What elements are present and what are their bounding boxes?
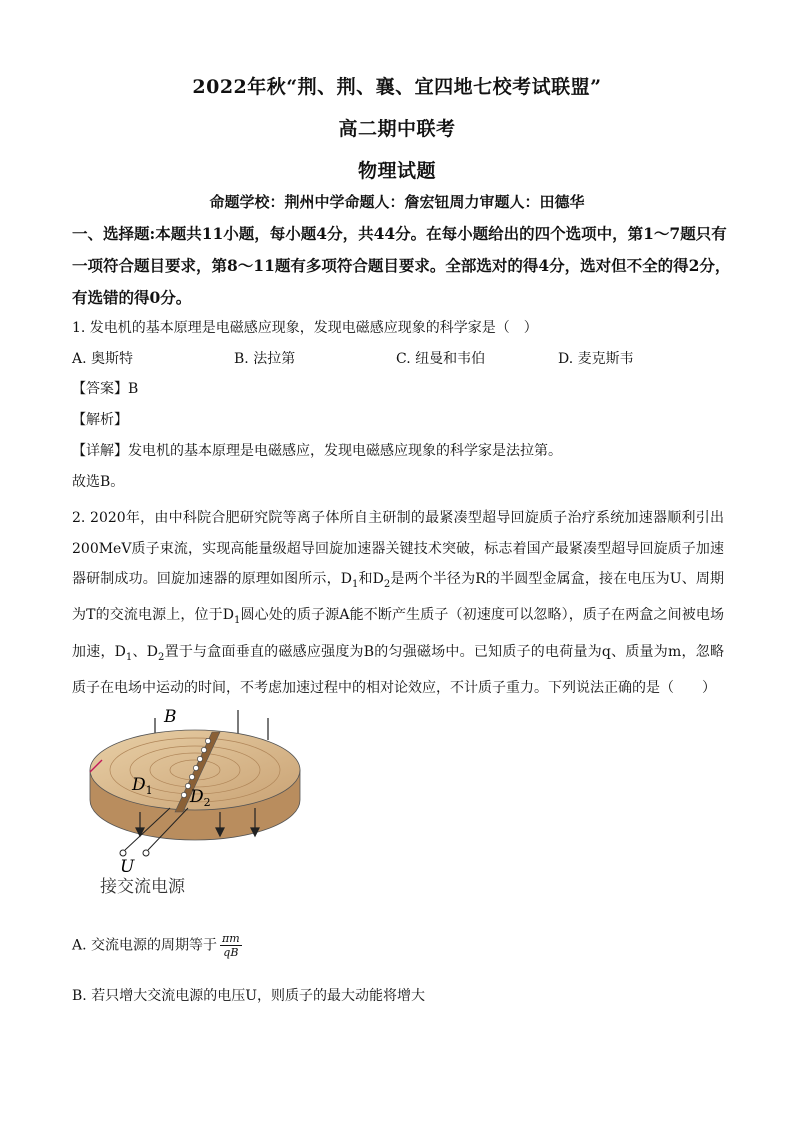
terminal-right xyxy=(143,850,149,856)
q1-conclusion: 故选B。 xyxy=(72,474,125,490)
q2-stem: 2. 2020年，由中科院合肥研究院等离子体所自主研制的最紧凑型超导回旋质子治疗系统加速器顺利引出200MeV质子束流，实现高能量级超导回旋加速器关键技术突破，标志着国产最紧凑型超导回旋质子加速器研制成功。回旋加速器的原理如图所示，$D_1$和$D_2$是两个半径为R的半圆型金属盒，接在电压为U、周期为T的交流电源上，位于$D_1$圆心处的质子源A能不断产生质子（初速度可以忽略），质子在两盒之间被电场加速，$D_1$、$D_2$置于与盒面垂直的磁感应强度为B的匀强磁场中。已知质子的电荷量为q、质量为m，忽略质子在电场中运动的时间，不考虑加速过程中的相对论效应，不计质子重力。下列说法正确的是（ ） xyxy=(72,510,725,696)
exam-union-title: 2022年秋“荆、荆、襄、宜四地七校考试联盟” xyxy=(192,76,602,98)
authors-line: 命题学校：荆州中学命题人：詹宏钮周力审题人：田德华 xyxy=(209,193,585,211)
section-instructions: 一、选择题:本题共11小题，每小题4分，共44分。在每小题给出的四个选项中，第1～7题只有一项符合题目要求，第8～11题有多项符合题目要求。全部选对的得4分，选对但不全的得2分，有选错的得0分。 xyxy=(72,224,731,307)
q1-option-a: A. 奥斯特 xyxy=(72,351,134,367)
q2-option-a: A. 交流电源的周期等于 $\frac{\pi m}{qB}$ xyxy=(72,932,240,959)
q1-stem: 1. 发电机的基本原理是电磁感应现象，发现电磁感应现象的科学家是（ ） xyxy=(72,320,538,336)
terminal-left xyxy=(120,850,126,856)
q1-detail: 【详解】发电机的基本原理是电磁感应，发现电磁感应现象的科学家是法拉第。 xyxy=(72,443,562,459)
q1-answer: 【答案】B xyxy=(72,381,139,397)
label-B: B xyxy=(164,707,177,727)
q2-option-b: B. 若只增大交流电源的电压U，则质子的最大动能将增大 xyxy=(72,988,425,1004)
figure-caption: 接交流电源 xyxy=(100,877,185,897)
exam-subtitle: 高二期中联考 xyxy=(338,118,456,140)
q1-analysis-label: 【解析】 xyxy=(72,412,128,428)
subject-title: 物理试题 xyxy=(357,160,436,182)
label-U: U xyxy=(120,857,135,877)
label-D1: $D_1$ xyxy=(132,775,153,797)
fraction-pi-m-over-qB: $\frac{\pi m}{qB}$ xyxy=(222,932,240,959)
cyclotron-diagram xyxy=(80,700,310,900)
q1-option-d: D. 麦克斯韦 xyxy=(558,351,634,367)
q1-option-b: B. 法拉第 xyxy=(234,351,296,367)
label-D2: $D_2$ xyxy=(190,787,211,809)
q1-option-c: C. 纽曼和韦伯 xyxy=(396,351,486,367)
